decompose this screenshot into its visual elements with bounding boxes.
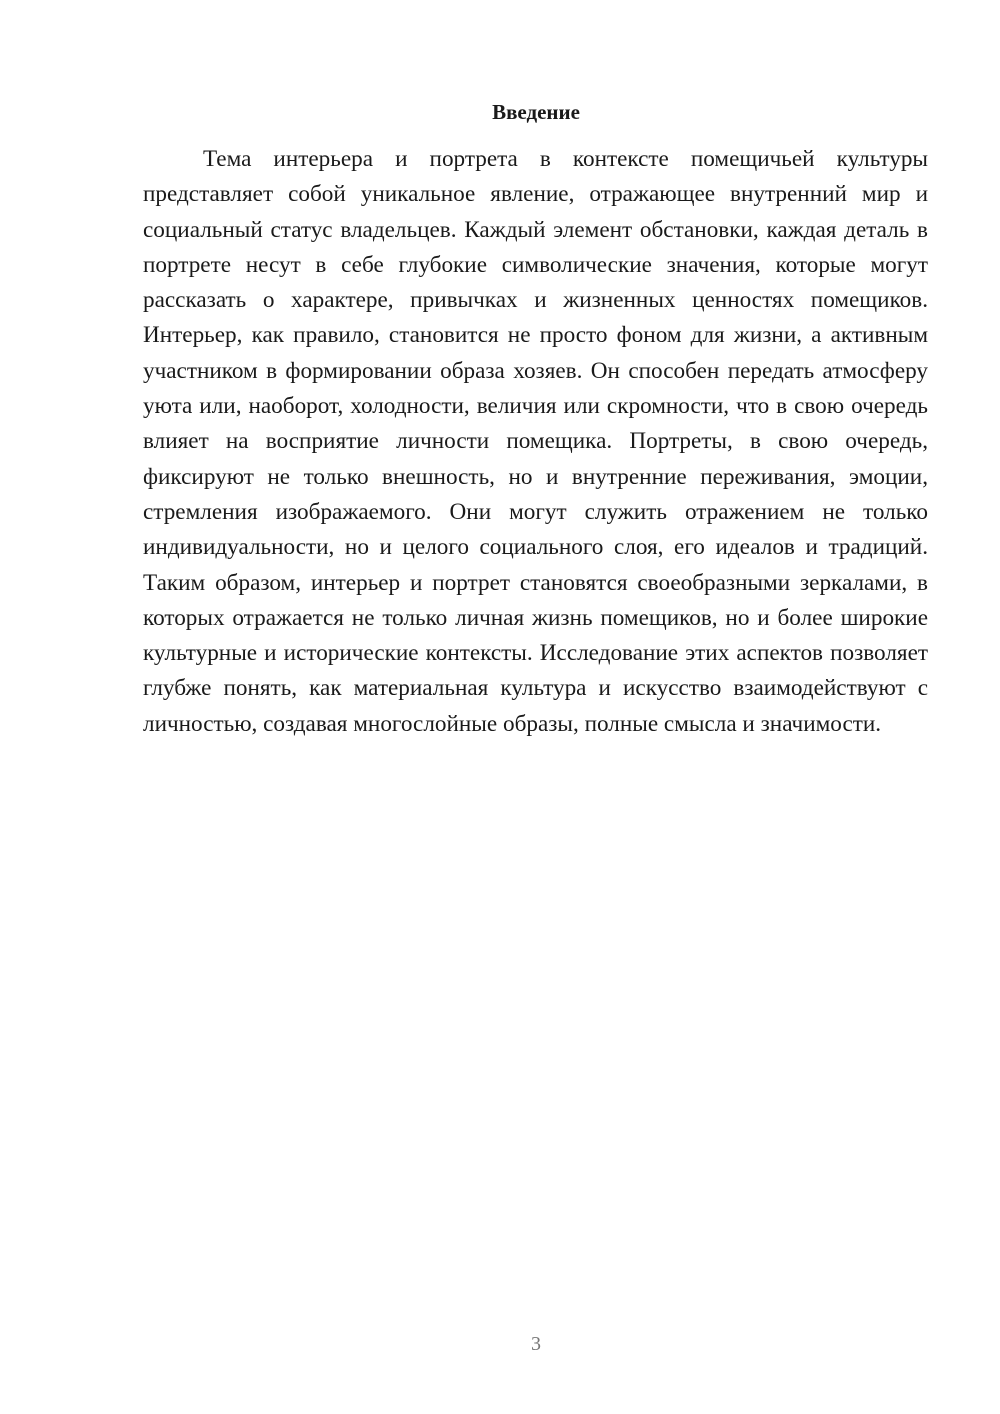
- page-number: 3: [531, 1333, 541, 1355]
- body-paragraph: Тема интерьера и портрета в контексте помещичьей культуры представляет собой уникальное явление, отражающее внутренний мир и социальный статус владельцев. Каждый элемент обстановки, каждая деталь в портрете несут в себе глубокие символические значения, которые могут рассказать о характере, привычках и жизненных ценностях помещиков. Интерьер, как правило, становится не просто фоном для жизни, а активным участником в формировании образа хозяев. Он способен передать атмосферу уюта или, наоборот, холодности, величия или скромности, что в свою очередь влияет на восприятие личности помещика. Портреты, в свою очередь, фиксируют не только внешность, но и внутренние переживания, эмоции, стремления изображаемого. Они могут служить отражением не только индивидуальности, но и целого социального слоя, его идеалов и традиций. Таким образом, интерьер и портрет становятся своеобразными зеркалами, в которых отражается не только личная жизнь помещиков, но и более широкие культурные и исторические контексты. Исследование этих аспектов позволяет глубже понять, как материальная культура и искусство взаимодействуют с личностью, создавая многослойные образы, полные смысла и значимости.: [143, 146, 928, 737]
- section-heading: Введение: [492, 100, 580, 124]
